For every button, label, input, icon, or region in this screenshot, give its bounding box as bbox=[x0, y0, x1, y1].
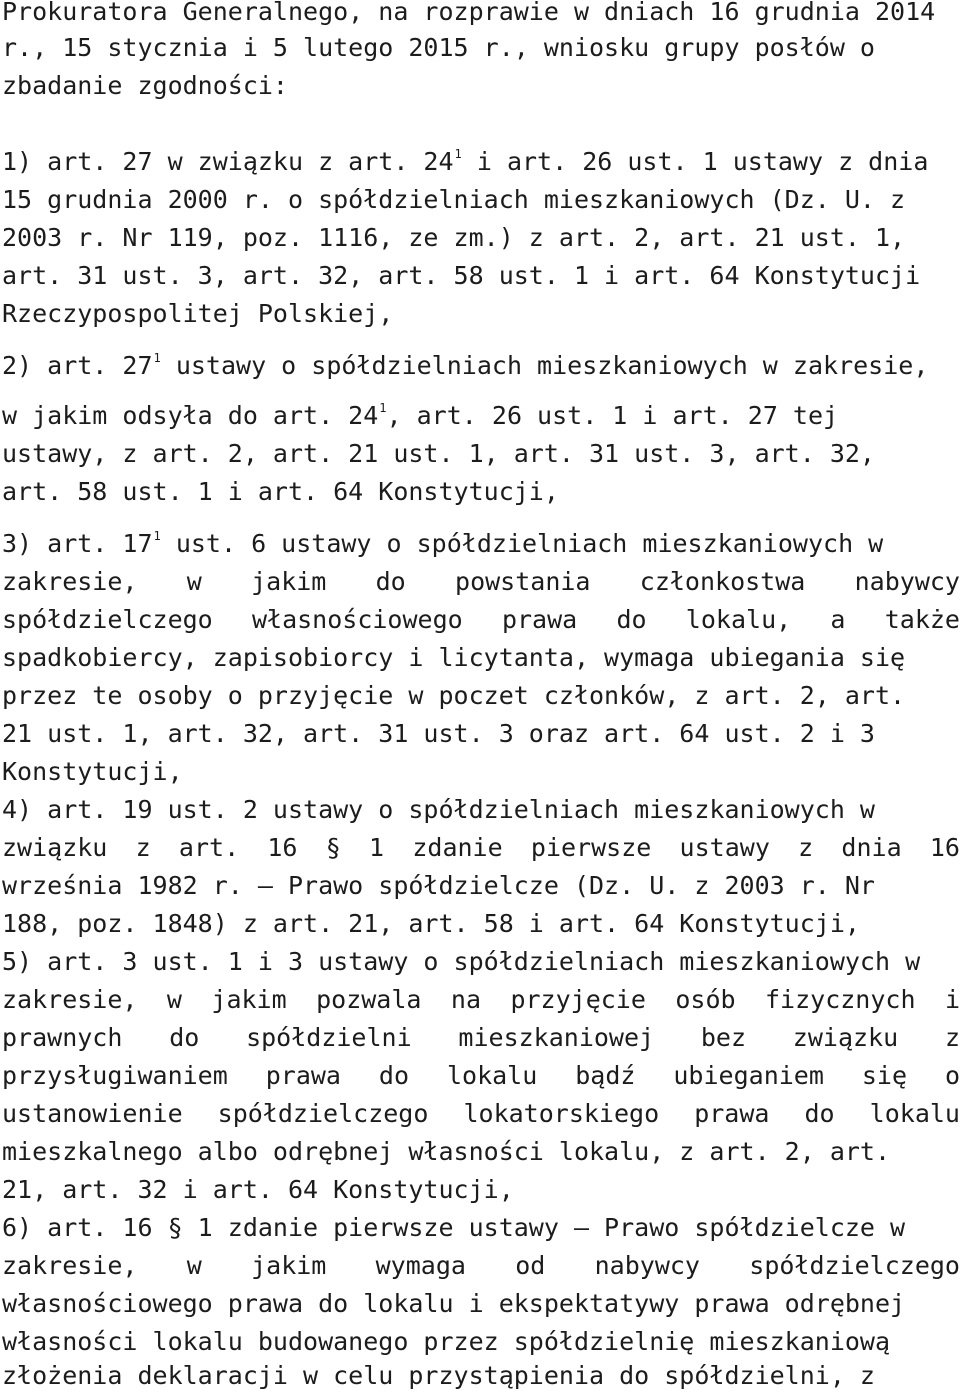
text-line: Rzeczypospolitej Polskiej, bbox=[2, 299, 394, 328]
superscript: 1 bbox=[153, 351, 161, 365]
text-fragment: 2) art. 27 bbox=[2, 351, 153, 380]
text-line: ustanowienie spółdzielczego lokatorskiego prawa do lokalu bbox=[2, 1099, 960, 1128]
text-fragment: ust. 6 ustawy o spółdzielniach mieszkaniowych w bbox=[175, 529, 884, 558]
list-item-4-line: 4) art. 19 ust. 2 ustawy o spółdzielniach mieszkaniowych w bbox=[2, 795, 875, 824]
text-line bbox=[2, 397, 960, 435]
text-line: spadkobiercy, zapisobiorcy i licytanta, wymaga ubiegania się bbox=[2, 643, 906, 672]
list-item-1-line bbox=[2, 143, 960, 181]
text-line: spółdzielczego własnościowego prawa do lokalu, a także bbox=[2, 605, 960, 634]
text-line: września 1982 r. – Prawo spółdzielcze (Dz. U. z 2003 r. Nr bbox=[2, 871, 875, 900]
text-line: 188, poz. 1848) z art. 21, art. 58 i art. 64 Konstytucji, bbox=[2, 909, 860, 938]
text-line: 21, art. 32 i art. 64 Konstytucji, bbox=[2, 1175, 514, 1204]
text-fragment: i art. 26 ust. 1 ustawy z dnia bbox=[476, 147, 929, 176]
text-line: własnościowego prawa do lokalu i ekspektatywy prawa odrębnej bbox=[2, 1289, 906, 1318]
list-item-6-line: 6) art. 16 § 1 zdanie pierwsze ustawy – Prawo spółdzielcze w bbox=[2, 1213, 906, 1242]
list-item-2-line bbox=[2, 347, 960, 385]
text-fragment: ustawy o spółdzielniach mieszkaniowych w zakresie, bbox=[175, 351, 929, 380]
text-line: złożenia deklaracji w celu przystąpienia do spółdzielni, z bbox=[2, 1361, 875, 1390]
text-line: 21 ust. 1, art. 32, art. 31 ust. 3 oraz art. 64 ust. 2 i 3 bbox=[2, 719, 875, 748]
superscript: 1 bbox=[379, 401, 387, 415]
list-item-3-line bbox=[2, 525, 960, 563]
text-line: zakresie, w jakim do powstania członkostwa nabywcy bbox=[2, 567, 960, 596]
text-line: r., 15 stycznia i 5 lutego 2015 r., wniosku grupy posłów o bbox=[2, 33, 875, 62]
text-line: 2003 r. Nr 119, poz. 1116, ze zm.) z art. 2, art. 21 ust. 1, bbox=[2, 223, 906, 252]
text-line: zbadanie zgodności: bbox=[2, 71, 288, 100]
text-line: art. 31 ust. 3, art. 32, art. 58 ust. 1 i art. 64 Konstytucji bbox=[2, 261, 921, 290]
text-line: zakresie, w jakim wymaga od nabywcy spółdzielczego bbox=[2, 1251, 960, 1280]
superscript: 1 bbox=[153, 529, 161, 543]
superscript: 1 bbox=[454, 147, 462, 161]
text-fragment: w jakim odsyła do art. 24 bbox=[2, 401, 379, 430]
text-line: przysługiwaniem prawa do lokalu bądź ubieganiem się o bbox=[2, 1061, 960, 1090]
text-fragment: 1) art. 27 w związku z art. 24 bbox=[2, 147, 454, 176]
text-line: ustawy, z art. 2, art. 21 ust. 1, art. 31 ust. 3, art. 32, bbox=[2, 439, 875, 468]
text-line: związku z art. 16 § 1 zdanie pierwsze ustawy z dnia 16 bbox=[2, 833, 960, 862]
text-line: mieszkalnego albo odrębnej własności lokalu, z art. 2, art. bbox=[2, 1137, 891, 1166]
text-line: zakresie, w jakim pozwala na przyjęcie osób fizycznych i bbox=[2, 985, 960, 1014]
text-line: 15 grudnia 2000 r. o spółdzielniach mieszkaniowych (Dz. U. z bbox=[2, 185, 906, 214]
text-line: prawnych do spółdzielni mieszkaniowej bez związku z bbox=[2, 1023, 960, 1052]
text-fragment: , art. 26 ust. 1 i art. 27 tej bbox=[386, 401, 839, 430]
text-fragment: 3) art. 17 bbox=[2, 529, 153, 558]
list-item-5-line: 5) art. 3 ust. 1 i 3 ustawy o spółdzielniach mieszkaniowych w bbox=[2, 947, 921, 976]
text-line: Konstytucji, bbox=[2, 757, 183, 786]
text-line: własności lokalu budowanego przez spółdzielnię mieszkaniową bbox=[2, 1327, 891, 1356]
text-line: przez te osoby o przyjęcie w poczet członków, z art. 2, art. bbox=[2, 681, 906, 710]
text-line: art. 58 ust. 1 i art. 64 Konstytucji, bbox=[2, 477, 559, 506]
text-line: Prokuratora Generalnego, na rozprawie w dniach 16 grudnia 2014 bbox=[2, 0, 936, 26]
